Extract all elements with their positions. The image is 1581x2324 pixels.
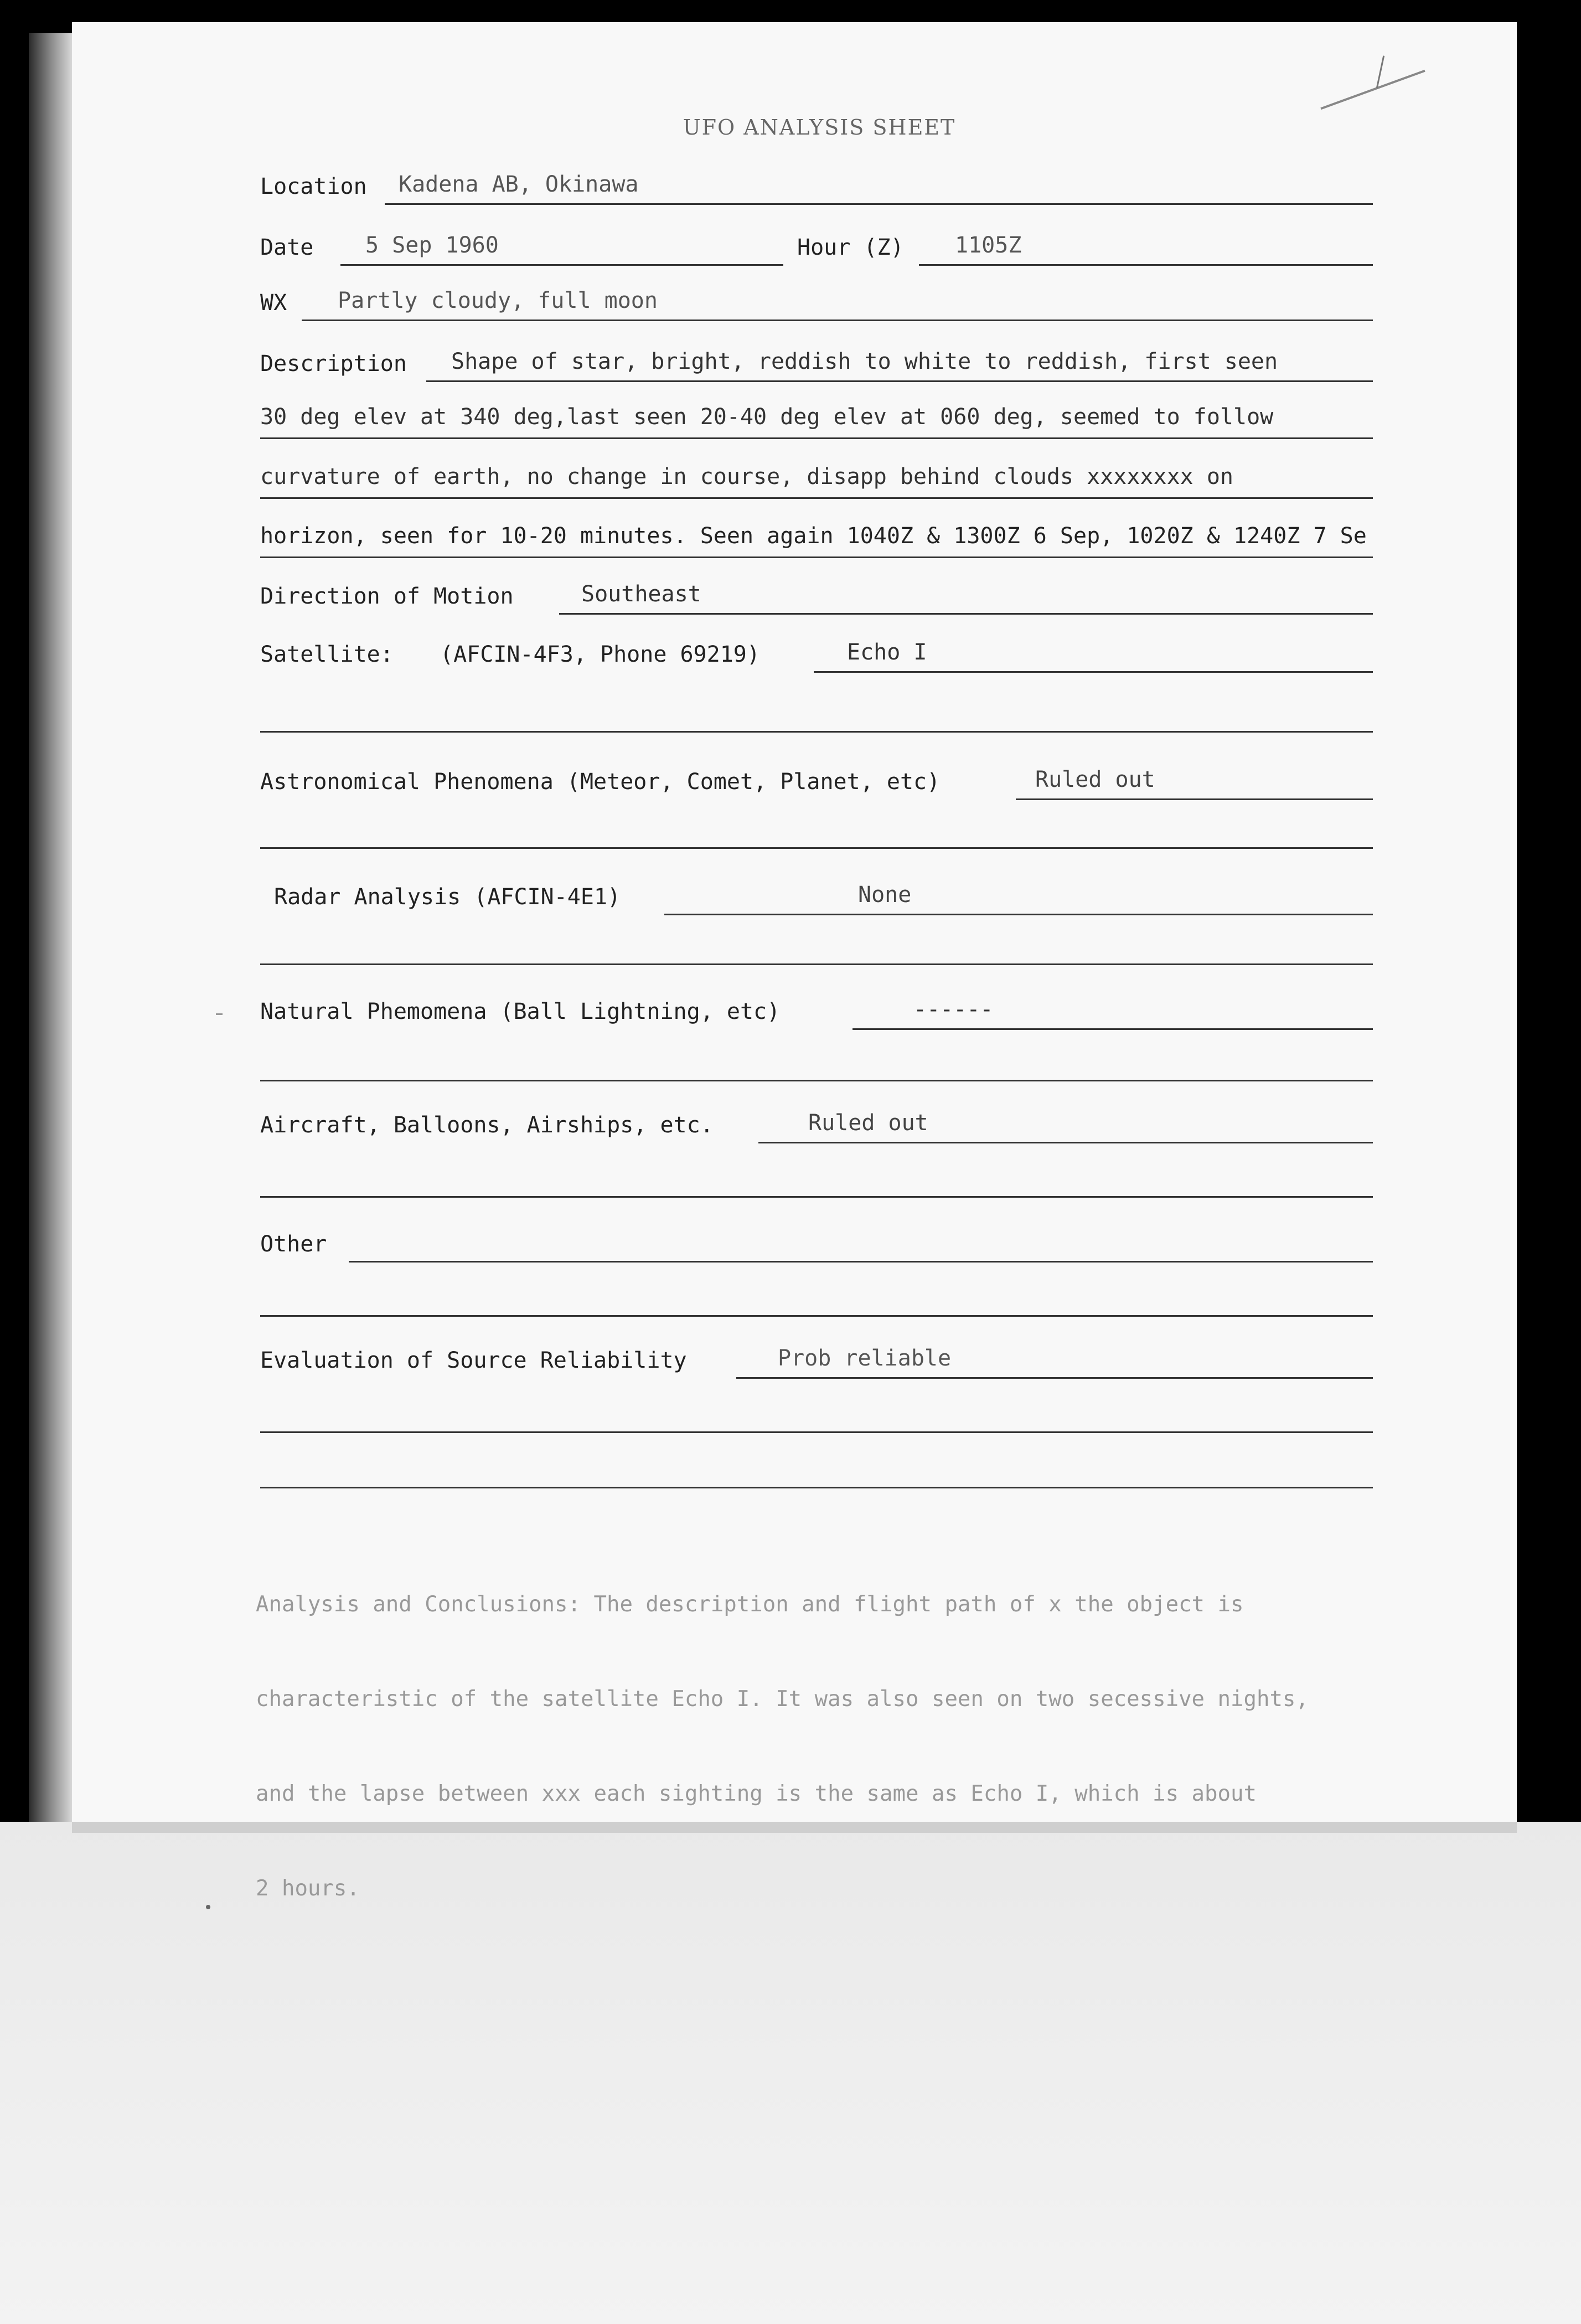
radar-rule	[664, 914, 1373, 915]
radar-row	[274, 882, 1373, 915]
satellite-value: Echo I	[847, 640, 927, 665]
location-value: Kadena AB, Okinawa	[399, 172, 639, 197]
natural-row	[260, 997, 1373, 1030]
direction-value: Southeast	[581, 581, 701, 607]
aircraft-row	[260, 1110, 1373, 1143]
other-row	[260, 1229, 1373, 1263]
pen-mark	[1320, 70, 1425, 110]
reliability-row	[260, 1346, 1373, 1379]
hour-label: Hour (Z)	[797, 235, 904, 260]
analysis-line: 2 hours.	[256, 1876, 360, 1901]
wx-rule	[302, 320, 1373, 321]
radar-label: Radar Analysis (AFCIN-4E1)	[274, 884, 621, 910]
description-rule	[426, 380, 1373, 382]
satellite-ref: (AFCIN-4F3, Phone 69219)	[440, 642, 760, 667]
wx-value: Partly cloudy, full moon	[338, 288, 658, 313]
astronomical-rule	[1016, 798, 1373, 800]
blank-rule	[260, 1315, 1373, 1317]
other-rule	[349, 1261, 1373, 1263]
analysis-line: characteristic of the satellite Echo I. It was also seen on two secessive nights,	[256, 1687, 1309, 1712]
satellite-rule	[814, 671, 1373, 673]
analysis-line: and the lapse between xxx each sighting is the same as Echo I, which is about	[256, 1781, 1257, 1806]
natural-rule	[852, 1028, 1373, 1030]
description-line: 30 deg elev at 340 deg,last seen 20-40 deg elev at 060 deg, seemed to follow	[260, 404, 1274, 430]
blank-rule	[260, 1196, 1373, 1198]
analysis-conclusions	[256, 1526, 1529, 1936]
hour-value: 1105Z	[955, 233, 1022, 258]
sheet-edge-shadow	[29, 33, 73, 1822]
blank-rule	[260, 1487, 1373, 1488]
analysis-line: Analysis and Conclusions: The description and flight path of x the object is	[256, 1592, 1244, 1617]
aircraft-value: Ruled out	[808, 1110, 928, 1136]
astronomical-row	[260, 767, 1373, 800]
description-row	[260, 349, 1373, 382]
direction-rule	[559, 613, 1373, 615]
description-rule	[260, 497, 1373, 499]
reliability-label: Evaluation of Source Reliability	[260, 1348, 687, 1373]
date-rule	[340, 264, 783, 266]
satellite-row	[260, 640, 1373, 673]
natural-label: Natural Phemomena (Ball Lightning, etc)	[260, 999, 781, 1024]
description-label: Description	[260, 351, 407, 377]
date-row	[260, 233, 1373, 266]
astronomical-value: Ruled out	[1035, 767, 1155, 792]
film-speck	[216, 1013, 223, 1015]
direction-row	[260, 581, 1373, 615]
reliability-rule	[736, 1377, 1373, 1379]
radar-value: None	[858, 882, 912, 908]
sheet-title: UFO ANALYSIS SHEET	[683, 115, 956, 140]
reliability-value: Prob reliable	[778, 1346, 952, 1371]
pen-mark	[1376, 55, 1384, 88]
date-label: Date	[260, 235, 314, 260]
blank-rule	[260, 963, 1373, 965]
direction-label: Direction of Motion	[260, 584, 514, 609]
blank-rule	[260, 731, 1373, 733]
blank-rule	[260, 1431, 1373, 1433]
location-label: Location	[260, 174, 367, 199]
description-rule	[260, 556, 1373, 558]
location-rule	[385, 203, 1373, 205]
blank-rule	[260, 1080, 1373, 1081]
wx-row	[260, 288, 1373, 321]
hour-rule	[919, 264, 1373, 266]
wx-label: WX	[260, 290, 287, 316]
blank-rule	[260, 847, 1373, 849]
astronomical-label: Astronomical Phenomena (Meteor, Comet, Planet, etc)	[260, 769, 941, 795]
natural-value: ------	[913, 997, 994, 1022]
description-rule	[260, 437, 1373, 439]
aircraft-rule	[758, 1142, 1373, 1143]
aircraft-label: Aircraft, Balloons, Airships, etc.	[260, 1112, 714, 1138]
date-value: 5 Sep 1960	[365, 233, 499, 258]
description-line: horizon, seen for 10-20 minutes. Seen again 1040Z & 1300Z 6 Sep, 1020Z & 1240Z 7 Se	[260, 523, 1367, 549]
description-line: curvature of earth, no change in course, disapp behind clouds xxxxxxxx on	[260, 464, 1233, 489]
film-speck	[206, 1905, 210, 1909]
other-label: Other	[260, 1231, 327, 1257]
description-line: Shape of star, bright, reddish to white to reddish, first seen	[451, 349, 1278, 374]
satellite-label: Satellite:	[260, 642, 394, 667]
location-row	[260, 172, 1373, 205]
